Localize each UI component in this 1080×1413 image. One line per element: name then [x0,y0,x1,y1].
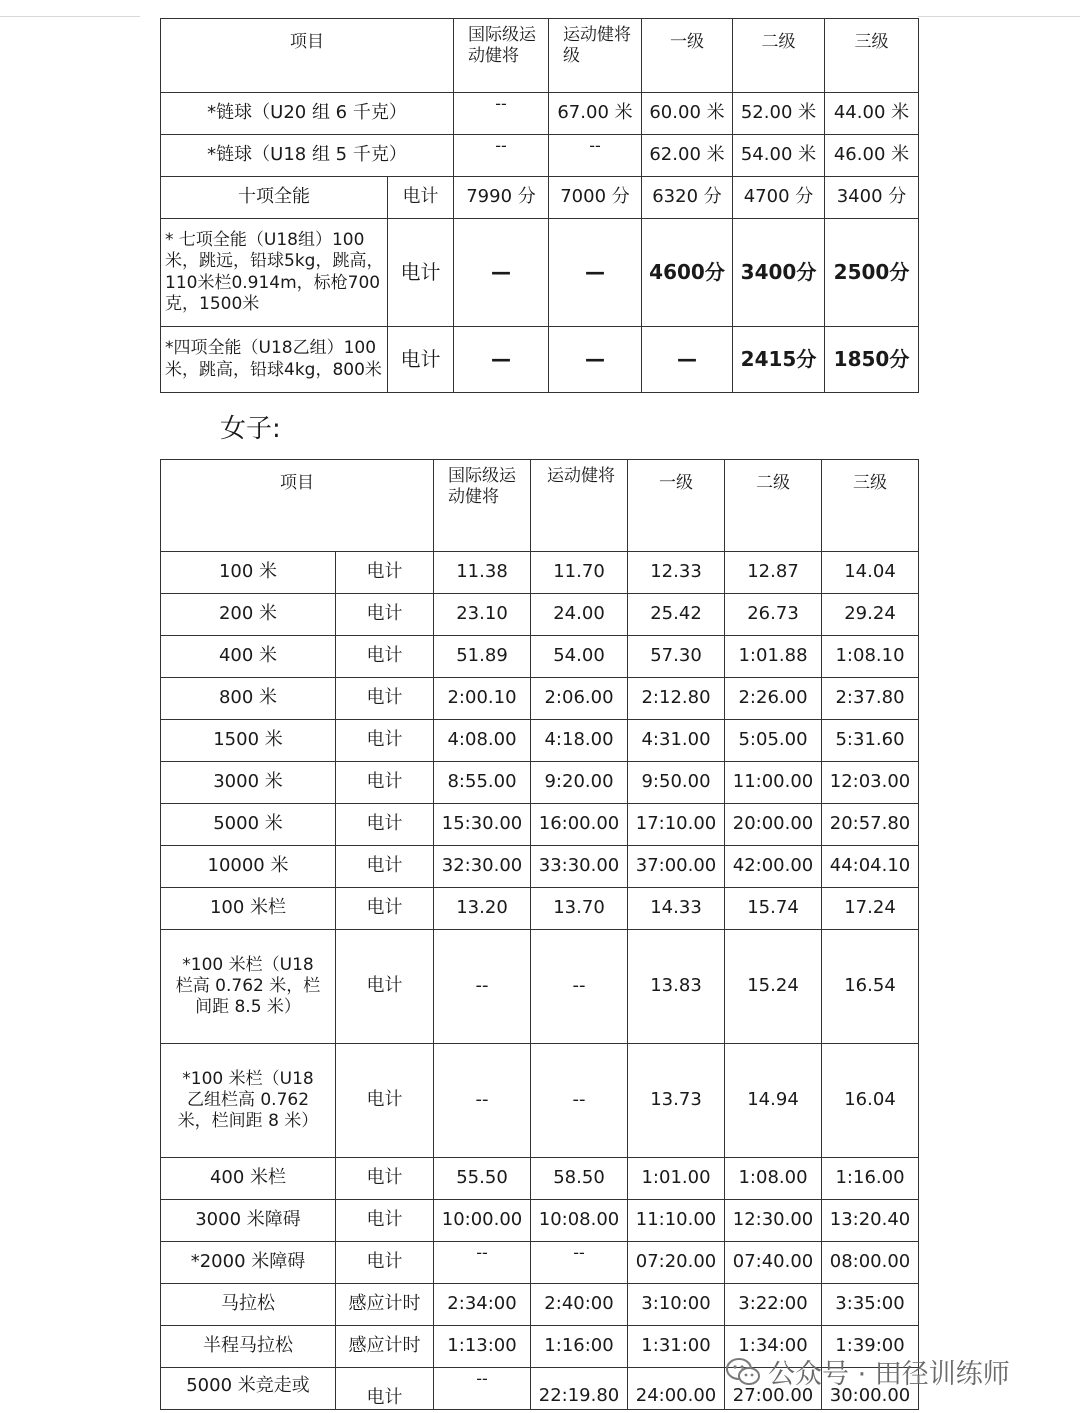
table-row [161,93,919,135]
event-name: 400 米栏 [161,1158,336,1200]
standard-value: 1:16:00 [531,1326,628,1368]
header-grade-3: 三级 [825,19,919,93]
timing-method: 电计 [336,1158,434,1200]
watermark [726,1352,1010,1391]
table-row [161,1044,919,1158]
standard-value: 1:01.88 [725,636,822,678]
standard-value: 15:30.00 [434,804,531,846]
standard-value: 17:10.00 [628,804,725,846]
standard-value: -- [434,1242,531,1284]
standard-value: 2:00.10 [434,678,531,720]
wechat-icon [726,1357,760,1387]
standard-value: 32:30.00 [434,846,531,888]
standard-value: 3:10:00 [628,1284,725,1326]
standard-value: 58.50 [531,1158,628,1200]
timing-method: 电计 [336,1368,434,1410]
standard-value: 13.70 [531,888,628,930]
event-name: 400 米 [161,636,336,678]
table-row [161,804,919,846]
header-event: 项目 [161,19,454,93]
standard-value: 1850分 [825,327,919,393]
table-row [161,1242,919,1284]
event-name: 3000 米 [161,762,336,804]
standard-value: 14.33 [628,888,725,930]
standard-value: 26.73 [725,594,822,636]
table-row [161,888,919,930]
standard-value: 16.54 [822,930,919,1044]
standard-value: 11.38 [434,552,531,594]
table-row [161,762,919,804]
standard-value: 8:55.00 [434,762,531,804]
table-header-row [161,19,919,93]
event-name: *链球（U20 组 6 千克） [161,93,454,135]
standard-value: 07:20.00 [628,1242,725,1284]
standard-value: 5:05.00 [725,720,822,762]
standard-value: -- [454,93,549,135]
page-edge-line [0,16,140,17]
timing-method: 感应计时 [336,1284,434,1326]
event-name: 100 米 [161,552,336,594]
standard-value: 1:34:00 [725,1326,822,1368]
event-name: *100 米栏（U18 乙组栏高 0.762 米，栏间距 8 米） [161,1044,336,1158]
standard-value: 46.00 米 [825,135,919,177]
timing-method: 电计 [336,846,434,888]
table-row [161,720,919,762]
standard-value: 5:31.60 [822,720,919,762]
table-row [161,1200,919,1242]
timing-method: 电计 [336,678,434,720]
standard-value: 3:35:00 [822,1284,919,1326]
standard-value: 13.83 [628,930,725,1044]
header-grade-3: 三级 [822,460,919,552]
standard-value: -- [531,1242,628,1284]
event-name: 5000 米 [161,804,336,846]
event-name: 半程马拉松 [161,1326,336,1368]
standard-value: 24:00.00 [628,1368,725,1410]
standard-value: 1:08.10 [822,636,919,678]
timing-method: 感应计时 [336,1326,434,1368]
table-row [161,1284,919,1326]
event-name: 3000 米障碍 [161,1200,336,1242]
timing-method: 电计 [336,1200,434,1242]
event-name: 200 米 [161,594,336,636]
standard-value: 29.24 [822,594,919,636]
timing-method: 电计 [336,1044,434,1158]
standard-value: 9:50.00 [628,762,725,804]
standard-value: 30:00.00 [822,1368,919,1410]
standard-value: 52.00 米 [733,93,825,135]
standard-value: 12.87 [725,552,822,594]
standard-value: 60.00 米 [642,93,733,135]
standard-value: 07:40.00 [725,1242,822,1284]
header-grade-1: 一级 [628,460,725,552]
standard-value: 08:00.00 [822,1242,919,1284]
standard-value: 14.94 [725,1044,822,1158]
table-row [161,552,919,594]
table-header-row [161,460,919,552]
standard-value: 2:34:00 [434,1284,531,1326]
standard-value: 62.00 米 [642,135,733,177]
standard-value: 16:00.00 [531,804,628,846]
standard-value: 2:12.80 [628,678,725,720]
standard-value: 4:31.00 [628,720,725,762]
standard-value: 27:00.00 [725,1368,822,1410]
event-name: 5000 米竞走或 [161,1368,336,1410]
standard-value: 4700 分 [733,177,825,219]
standard-value: 1:31:00 [628,1326,725,1368]
standard-value: 2:40:00 [531,1284,628,1326]
standard-value: 2415分 [733,327,825,393]
standard-value: 11:10.00 [628,1200,725,1242]
page-edge-line [918,16,1080,17]
standard-value: 1:01.00 [628,1158,725,1200]
standard-value: 11:00.00 [725,762,822,804]
women-standards-table [160,459,919,1410]
standard-value: 20:57.80 [822,804,919,846]
standard-value: -- [434,1044,531,1158]
standard-value: 12:03.00 [822,762,919,804]
standard-value: 12:30.00 [725,1200,822,1242]
standard-value: 6320 分 [642,177,733,219]
standard-value: -- [531,1044,628,1158]
standard-value: 14.04 [822,552,919,594]
timing-method: 电计 [336,720,434,762]
section-title-women: 女子: [220,414,281,444]
timing-method: 电计 [388,177,454,219]
event-name: 马拉松 [161,1284,336,1326]
event-name: * 七项全能（U18组）100米，跳远，铅球5kg，跳高，110米栏0.914m，标枪700克，1500米 [161,219,388,327]
standard-value: 13:20.40 [822,1200,919,1242]
header-grade-2: 二级 [733,19,825,93]
timing-method: 电计 [336,1242,434,1284]
standard-value: — [549,327,642,393]
standard-value: 54.00 [531,636,628,678]
standard-value: 33:30.00 [531,846,628,888]
table-row [161,930,919,1044]
timing-method: 电计 [388,327,454,393]
standard-value: 4:08.00 [434,720,531,762]
standard-value: 15.74 [725,888,822,930]
event-name: 800 米 [161,678,336,720]
table-row [161,135,919,177]
header-master: 运动健将 [531,460,628,552]
standard-value: — [454,327,549,393]
table-row [161,1158,919,1200]
standard-value: 2:37.80 [822,678,919,720]
standard-value: 2:06.00 [531,678,628,720]
standard-value: 22:19.80 [531,1368,628,1410]
standard-value: 44.00 米 [825,93,919,135]
standard-value: — [454,219,549,327]
standard-value: 1:08.00 [725,1158,822,1200]
table-row [161,846,919,888]
timing-method: 电计 [336,888,434,930]
standard-value: 24.00 [531,594,628,636]
standard-value: 23.10 [434,594,531,636]
timing-method: 电计 [336,930,434,1044]
standard-value: -- [454,135,549,177]
standard-value: 13.20 [434,888,531,930]
table-row [161,594,919,636]
event-name: *2000 米障碍 [161,1242,336,1284]
standard-value: 20:00.00 [725,804,822,846]
page-top-edge [0,0,1080,1]
event-name: 100 米栏 [161,888,336,930]
standard-value: 42:00.00 [725,846,822,888]
header-grade-1: 一级 [642,19,733,93]
standard-value: -- [434,1368,531,1410]
standard-value: 10:08.00 [531,1200,628,1242]
table-row [161,678,919,720]
standard-value: 55.50 [434,1158,531,1200]
standard-value: 2500分 [825,219,919,327]
standard-value: 67.00 米 [549,93,642,135]
table-row [161,327,919,393]
event-name: *链球（U18 组 5 千克） [161,135,454,177]
event-name: 10000 米 [161,846,336,888]
standard-value: 17.24 [822,888,919,930]
standard-value: 10:00.00 [434,1200,531,1242]
standard-value: -- [549,135,642,177]
watermark-text: 公众号 · 田径训练师 [768,1359,1010,1390]
standard-value: 16.04 [822,1044,919,1158]
standard-value: — [642,327,733,393]
standard-value: 15.24 [725,930,822,1044]
standard-value: 1:13:00 [434,1326,531,1368]
standard-value: 4600分 [642,219,733,327]
standard-value: 37:00.00 [628,846,725,888]
standard-value: 44:04.10 [822,846,919,888]
standard-value: 12.33 [628,552,725,594]
table-row [161,219,919,327]
standard-value: 13.73 [628,1044,725,1158]
standard-value: — [549,219,642,327]
standard-value: 3:22:00 [725,1284,822,1326]
standard-value: -- [531,930,628,1044]
standard-value: 4:18.00 [531,720,628,762]
standard-value: 3400分 [733,219,825,327]
header-international-master: 国际级运动健将 [454,19,549,93]
timing-method: 电计 [388,219,454,327]
standard-value: 3400 分 [825,177,919,219]
timing-method: 电计 [336,636,434,678]
standard-value: 51.89 [434,636,531,678]
men-standards-table-continued [160,18,919,393]
standard-value: -- [434,930,531,1044]
standard-value: 2:26.00 [725,678,822,720]
standard-value: 1:16.00 [822,1158,919,1200]
timing-method: 电计 [336,552,434,594]
event-name: *100 米栏（U18 栏高 0.762 米，栏间距 8.5 米） [161,930,336,1044]
header-event: 项目 [161,460,434,552]
standard-value: 57.30 [628,636,725,678]
header-master: 运动健将级 [549,19,642,93]
table-row [161,177,919,219]
event-name: *四项全能（U18乙组）100米，跳高，铅球4kg，800米 [161,327,388,393]
standard-value: 9:20.00 [531,762,628,804]
timing-method: 电计 [336,762,434,804]
standard-value: 54.00 米 [733,135,825,177]
header-grade-2: 二级 [725,460,822,552]
event-name: 1500 米 [161,720,336,762]
timing-method: 电计 [336,594,434,636]
standard-value: 7990 分 [454,177,549,219]
standard-value: 25.42 [628,594,725,636]
standard-value: 1:39:00 [822,1326,919,1368]
header-international-master: 国际级运动健将 [434,460,531,552]
standard-value: 11.70 [531,552,628,594]
table-row [161,636,919,678]
standard-value: 7000 分 [549,177,642,219]
timing-method: 电计 [336,804,434,846]
event-name: 十项全能 [161,177,388,219]
